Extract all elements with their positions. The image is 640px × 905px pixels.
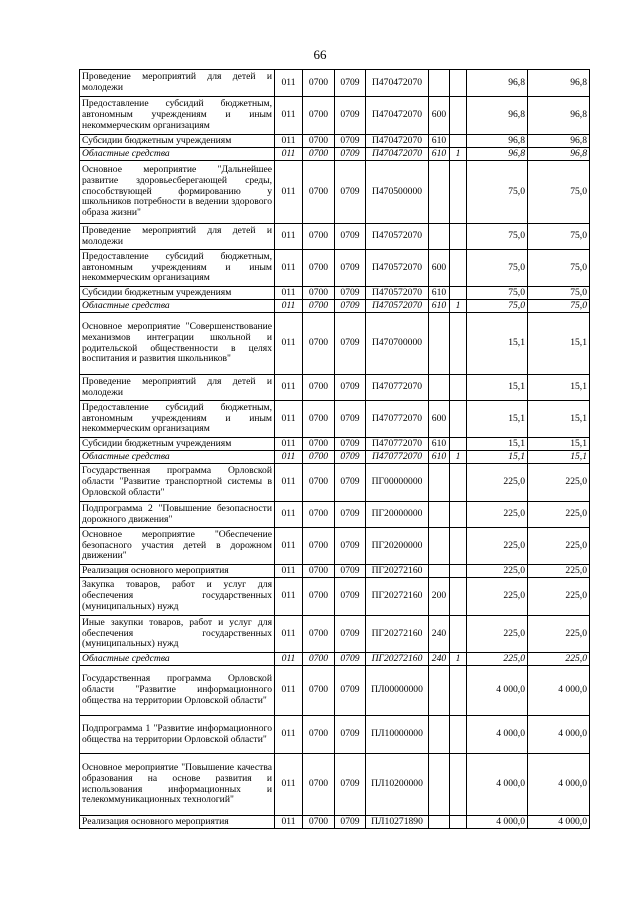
subsection-code: 0709	[335, 287, 366, 300]
section-code: 0700	[303, 401, 335, 438]
amount-year-1: 75,0	[467, 224, 528, 250]
section-code: 0700	[303, 666, 335, 716]
amount-year-2: 15,1	[528, 438, 590, 451]
amount-year-1: 96,8	[467, 148, 528, 161]
ministry-code: 011	[275, 502, 303, 528]
table-row	[80, 148, 590, 161]
section-code: 0700	[303, 816, 335, 829]
section-code: 0700	[303, 375, 335, 401]
amount-year-2: 225,0	[528, 502, 590, 528]
row-name: Проведение мероприятий для детей и молодежи	[80, 375, 275, 401]
amount-year-1: 75,0	[467, 250, 528, 287]
target-article-code: ПЛ10200000	[366, 754, 429, 816]
target-article-code: ПГ20272160	[366, 565, 429, 578]
expense-type-code	[429, 754, 450, 816]
ministry-code: 011	[275, 565, 303, 578]
section-code: 0700	[303, 616, 335, 653]
section-code: 0700	[303, 653, 335, 666]
row-name: Областные средства	[80, 451, 275, 464]
amount-year-2: 96,8	[528, 135, 590, 148]
amount-year-1: 4 000,0	[467, 666, 528, 716]
target-article-code: П470772070	[366, 375, 429, 401]
expense-type-code	[429, 161, 450, 224]
budget-table	[79, 69, 590, 829]
funding-source-code	[450, 224, 467, 250]
amount-year-1: 75,0	[467, 287, 528, 300]
ministry-code: 011	[275, 250, 303, 287]
table-row	[80, 135, 590, 148]
expense-type-code: 200	[429, 578, 450, 616]
table-row	[80, 816, 590, 829]
row-name: Субсидии бюджетным учреждениям	[80, 287, 275, 300]
expense-type-code: 240	[429, 653, 450, 666]
expense-type-code	[429, 666, 450, 716]
ministry-code: 011	[275, 161, 303, 224]
section-code: 0700	[303, 578, 335, 616]
amount-year-1: 75,0	[467, 300, 528, 313]
ministry-code: 011	[275, 528, 303, 565]
ministry-code: 011	[275, 716, 303, 754]
funding-source-code	[450, 716, 467, 754]
row-name: Предоставление субсидий бюджетным, автономным учреждениям и иным некоммерческим организациям	[80, 250, 275, 287]
expense-type-code: 610	[429, 451, 450, 464]
amount-year-2: 225,0	[528, 528, 590, 565]
target-article-code: ПЛ10000000	[366, 716, 429, 754]
amount-year-2: 15,1	[528, 451, 590, 464]
section-code: 0700	[303, 528, 335, 565]
table-row	[80, 375, 590, 401]
table-row	[80, 451, 590, 464]
section-code: 0700	[303, 438, 335, 451]
amount-year-1: 96,8	[467, 97, 528, 135]
target-article-code: П470472070	[366, 135, 429, 148]
amount-year-1: 15,1	[467, 375, 528, 401]
target-article-code: П470700000	[366, 313, 429, 375]
row-name: Подпрограмма 1 "Развитие информационного общества на территории Орловской области"	[80, 716, 275, 754]
table-row	[80, 653, 590, 666]
amount-year-2: 4 000,0	[528, 716, 590, 754]
amount-year-1: 96,8	[467, 135, 528, 148]
funding-source-code	[450, 616, 467, 653]
section-code: 0700	[303, 300, 335, 313]
amount-year-1: 225,0	[467, 653, 528, 666]
expense-type-code	[429, 502, 450, 528]
amount-year-1: 4 000,0	[467, 716, 528, 754]
ministry-code: 011	[275, 224, 303, 250]
table-row	[80, 161, 590, 224]
amount-year-1: 225,0	[467, 578, 528, 616]
section-code: 0700	[303, 313, 335, 375]
section-code: 0700	[303, 224, 335, 250]
expense-type-code	[429, 313, 450, 375]
funding-source-code	[450, 754, 467, 816]
target-article-code: П470772070	[366, 401, 429, 438]
amount-year-1: 15,1	[467, 451, 528, 464]
funding-source-code	[450, 666, 467, 716]
subsection-code: 0709	[335, 565, 366, 578]
expense-type-code: 610	[429, 135, 450, 148]
ministry-code: 011	[275, 464, 303, 502]
amount-year-2: 75,0	[528, 300, 590, 313]
table-row	[80, 97, 590, 135]
ministry-code: 011	[275, 578, 303, 616]
amount-year-2: 75,0	[528, 250, 590, 287]
amount-year-2: 15,1	[528, 401, 590, 438]
subsection-code: 0709	[335, 401, 366, 438]
subsection-code: 0709	[335, 224, 366, 250]
target-article-code: П470572070	[366, 224, 429, 250]
amount-year-2: 75,0	[528, 224, 590, 250]
section-code: 0700	[303, 502, 335, 528]
amount-year-1: 4 000,0	[467, 816, 528, 829]
expense-type-code	[429, 565, 450, 578]
funding-source-code	[450, 375, 467, 401]
funding-source-code: 1	[450, 148, 467, 161]
row-name: Государственная программа Орловской области "Развитие транспортной системы в Орловской области"	[80, 464, 275, 502]
amount-year-1: 225,0	[467, 502, 528, 528]
target-article-code: П470472070	[366, 97, 429, 135]
amount-year-2: 4 000,0	[528, 666, 590, 716]
ministry-code: 011	[275, 438, 303, 451]
subsection-code: 0709	[335, 502, 366, 528]
amount-year-1: 225,0	[467, 565, 528, 578]
target-article-code: ПГ20200000	[366, 528, 429, 565]
subsection-code: 0709	[335, 161, 366, 224]
target-article-code: ПЛ00000000	[366, 666, 429, 716]
target-article-code: П470772070	[366, 438, 429, 451]
section-code: 0700	[303, 70, 335, 97]
funding-source-code	[450, 816, 467, 829]
expense-type-code: 600	[429, 250, 450, 287]
ministry-code: 011	[275, 616, 303, 653]
funding-source-code	[450, 313, 467, 375]
target-article-code: П470472070	[366, 148, 429, 161]
amount-year-2: 4 000,0	[528, 754, 590, 816]
expense-type-code: 600	[429, 401, 450, 438]
funding-source-code	[450, 287, 467, 300]
row-name: Субсидии бюджетным учреждениям	[80, 135, 275, 148]
amount-year-1: 75,0	[467, 161, 528, 224]
subsection-code: 0709	[335, 70, 366, 97]
row-name: Основное мероприятие "Совершенствование механизмов интеграции школьной и родительской общественности в целях воспитания и развития школьников"	[80, 313, 275, 375]
row-name: Закупка товаров, работ и услуг для обеспечения государственных (муниципальных) нужд	[80, 578, 275, 616]
amount-year-2: 75,0	[528, 287, 590, 300]
funding-source-code	[450, 161, 467, 224]
target-article-code: ПГ20000000	[366, 502, 429, 528]
subsection-code: 0709	[335, 97, 366, 135]
expense-type-code	[429, 464, 450, 502]
target-article-code: ПГ20272160	[366, 616, 429, 653]
funding-source-code	[450, 578, 467, 616]
amount-year-2: 225,0	[528, 653, 590, 666]
expense-type-code: 610	[429, 438, 450, 451]
funding-source-code	[450, 70, 467, 97]
subsection-code: 0709	[335, 148, 366, 161]
amount-year-1: 225,0	[467, 464, 528, 502]
funding-source-code: 1	[450, 451, 467, 464]
table-row	[80, 401, 590, 438]
funding-source-code: 1	[450, 300, 467, 313]
table-row	[80, 528, 590, 565]
subsection-code: 0709	[335, 464, 366, 502]
amount-year-1: 15,1	[467, 401, 528, 438]
table-row	[80, 300, 590, 313]
row-name: Предоставление субсидий бюджетным, автономным учреждениям и иным некоммерческим организациям	[80, 401, 275, 438]
subsection-code: 0709	[335, 716, 366, 754]
expense-type-code	[429, 716, 450, 754]
table-row	[80, 754, 590, 816]
section-code: 0700	[303, 464, 335, 502]
subsection-code: 0709	[335, 578, 366, 616]
section-code: 0700	[303, 716, 335, 754]
ministry-code: 011	[275, 300, 303, 313]
target-article-code: ПГ00000000	[366, 464, 429, 502]
expense-type-code	[429, 70, 450, 97]
row-name: Субсидии бюджетным учреждениям	[80, 438, 275, 451]
row-name: Основное мероприятие "Обеспечение безопасного участия детей в дорожном движении"	[80, 528, 275, 565]
table-row	[80, 578, 590, 616]
subsection-code: 0709	[335, 754, 366, 816]
table-row	[80, 502, 590, 528]
funding-source-code	[450, 97, 467, 135]
subsection-code: 0709	[335, 438, 366, 451]
amount-year-1: 4 000,0	[467, 754, 528, 816]
amount-year-1: 225,0	[467, 616, 528, 653]
amount-year-1: 15,1	[467, 438, 528, 451]
ministry-code: 011	[275, 451, 303, 464]
row-name: Основное мероприятие "Повышение качества образования на основе развития и использования информационных и телекоммуникационных технологий"	[80, 754, 275, 816]
expense-type-code: 610	[429, 300, 450, 313]
amount-year-2: 15,1	[528, 375, 590, 401]
amount-year-2: 75,0	[528, 161, 590, 224]
amount-year-2: 96,8	[528, 70, 590, 97]
ministry-code: 011	[275, 148, 303, 161]
ministry-code: 011	[275, 666, 303, 716]
subsection-code: 0709	[335, 300, 366, 313]
section-code: 0700	[303, 250, 335, 287]
funding-source-code	[450, 502, 467, 528]
expense-type-code	[429, 816, 450, 829]
row-name: Иные закупки товаров, работ и услуг для обеспечения государственных (муниципальных) нужд	[80, 616, 275, 653]
row-name: Областные средства	[80, 653, 275, 666]
section-code: 0700	[303, 754, 335, 816]
funding-source-code	[450, 565, 467, 578]
target-article-code: П470772070	[366, 451, 429, 464]
table-row	[80, 565, 590, 578]
ministry-code: 011	[275, 754, 303, 816]
ministry-code: 011	[275, 653, 303, 666]
table-row	[80, 616, 590, 653]
table-row	[80, 250, 590, 287]
table-row	[80, 70, 590, 97]
section-code: 0700	[303, 451, 335, 464]
funding-source-code	[450, 401, 467, 438]
section-code: 0700	[303, 135, 335, 148]
table-row	[80, 224, 590, 250]
row-name: Реализация основного мероприятия	[80, 816, 275, 829]
ministry-code: 011	[275, 135, 303, 148]
ministry-code: 011	[275, 97, 303, 135]
target-article-code: ПГ20272160	[366, 653, 429, 666]
table-row	[80, 287, 590, 300]
target-article-code: П470472070	[366, 70, 429, 97]
row-name: Государственная программа Орловской области "Развитие информационного общества на территории Орловской области"	[80, 666, 275, 716]
table-row	[80, 716, 590, 754]
amount-year-2: 225,0	[528, 616, 590, 653]
row-name: Основное мероприятие "Дальнейшее развитие здоровьесберегающей среды, способствующей формированию у школьников потребности в ведении здорового образа жизни"	[80, 161, 275, 224]
amount-year-2: 225,0	[528, 578, 590, 616]
target-article-code: П470572070	[366, 287, 429, 300]
funding-source-code	[450, 464, 467, 502]
section-code: 0700	[303, 97, 335, 135]
expense-type-code: 610	[429, 287, 450, 300]
row-name: Областные средства	[80, 148, 275, 161]
section-code: 0700	[303, 161, 335, 224]
subsection-code: 0709	[335, 451, 366, 464]
expense-type-code	[429, 224, 450, 250]
target-article-code: ПЛ10271890	[366, 816, 429, 829]
expense-type-code	[429, 375, 450, 401]
target-article-code: П470500000	[366, 161, 429, 224]
section-code: 0700	[303, 287, 335, 300]
amount-year-2: 15,1	[528, 313, 590, 375]
expense-type-code: 240	[429, 616, 450, 653]
page-number: 66	[313, 47, 327, 62]
expense-type-code: 610	[429, 148, 450, 161]
table-row	[80, 464, 590, 502]
row-name: Проведение мероприятий для детей и молодежи	[80, 70, 275, 97]
table-row	[80, 438, 590, 451]
amount-year-2: 96,8	[528, 97, 590, 135]
amount-year-2: 96,8	[528, 148, 590, 161]
subsection-code: 0709	[335, 653, 366, 666]
subsection-code: 0709	[335, 250, 366, 287]
amount-year-1: 225,0	[467, 528, 528, 565]
row-name: Подпрограмма 2 "Повышение безопасности дорожного движения"	[80, 502, 275, 528]
section-code: 0700	[303, 148, 335, 161]
ministry-code: 011	[275, 375, 303, 401]
section-code: 0700	[303, 565, 335, 578]
expense-type-code: 600	[429, 97, 450, 135]
target-article-code: П470572070	[366, 300, 429, 313]
funding-source-code	[450, 135, 467, 148]
subsection-code: 0709	[335, 616, 366, 653]
amount-year-2: 4 000,0	[528, 816, 590, 829]
row-name: Предоставление субсидий бюджетным, автономным учреждениям и иным некоммерческим организациям	[80, 97, 275, 135]
ministry-code: 011	[275, 816, 303, 829]
amount-year-2: 225,0	[528, 565, 590, 578]
ministry-code: 011	[275, 287, 303, 300]
subsection-code: 0709	[335, 375, 366, 401]
funding-source-code: 1	[450, 653, 467, 666]
ministry-code: 011	[275, 401, 303, 438]
subsection-code: 0709	[335, 816, 366, 829]
funding-source-code	[450, 438, 467, 451]
funding-source-code	[450, 528, 467, 565]
ministry-code: 011	[275, 313, 303, 375]
amount-year-1: 96,8	[467, 70, 528, 97]
table-row	[80, 313, 590, 375]
target-article-code: ПГ20272160	[366, 578, 429, 616]
funding-source-code	[450, 250, 467, 287]
target-article-code: П470572070	[366, 250, 429, 287]
subsection-code: 0709	[335, 135, 366, 148]
amount-year-2: 225,0	[528, 464, 590, 502]
expense-type-code	[429, 528, 450, 565]
ministry-code: 011	[275, 70, 303, 97]
row-name: Проведение мероприятий для детей и молодежи	[80, 224, 275, 250]
subsection-code: 0709	[335, 313, 366, 375]
table-row	[80, 666, 590, 716]
subsection-code: 0709	[335, 666, 366, 716]
row-name: Областные средства	[80, 300, 275, 313]
row-name: Реализация основного мероприятия	[80, 565, 275, 578]
amount-year-1: 15,1	[467, 313, 528, 375]
subsection-code: 0709	[335, 528, 366, 565]
